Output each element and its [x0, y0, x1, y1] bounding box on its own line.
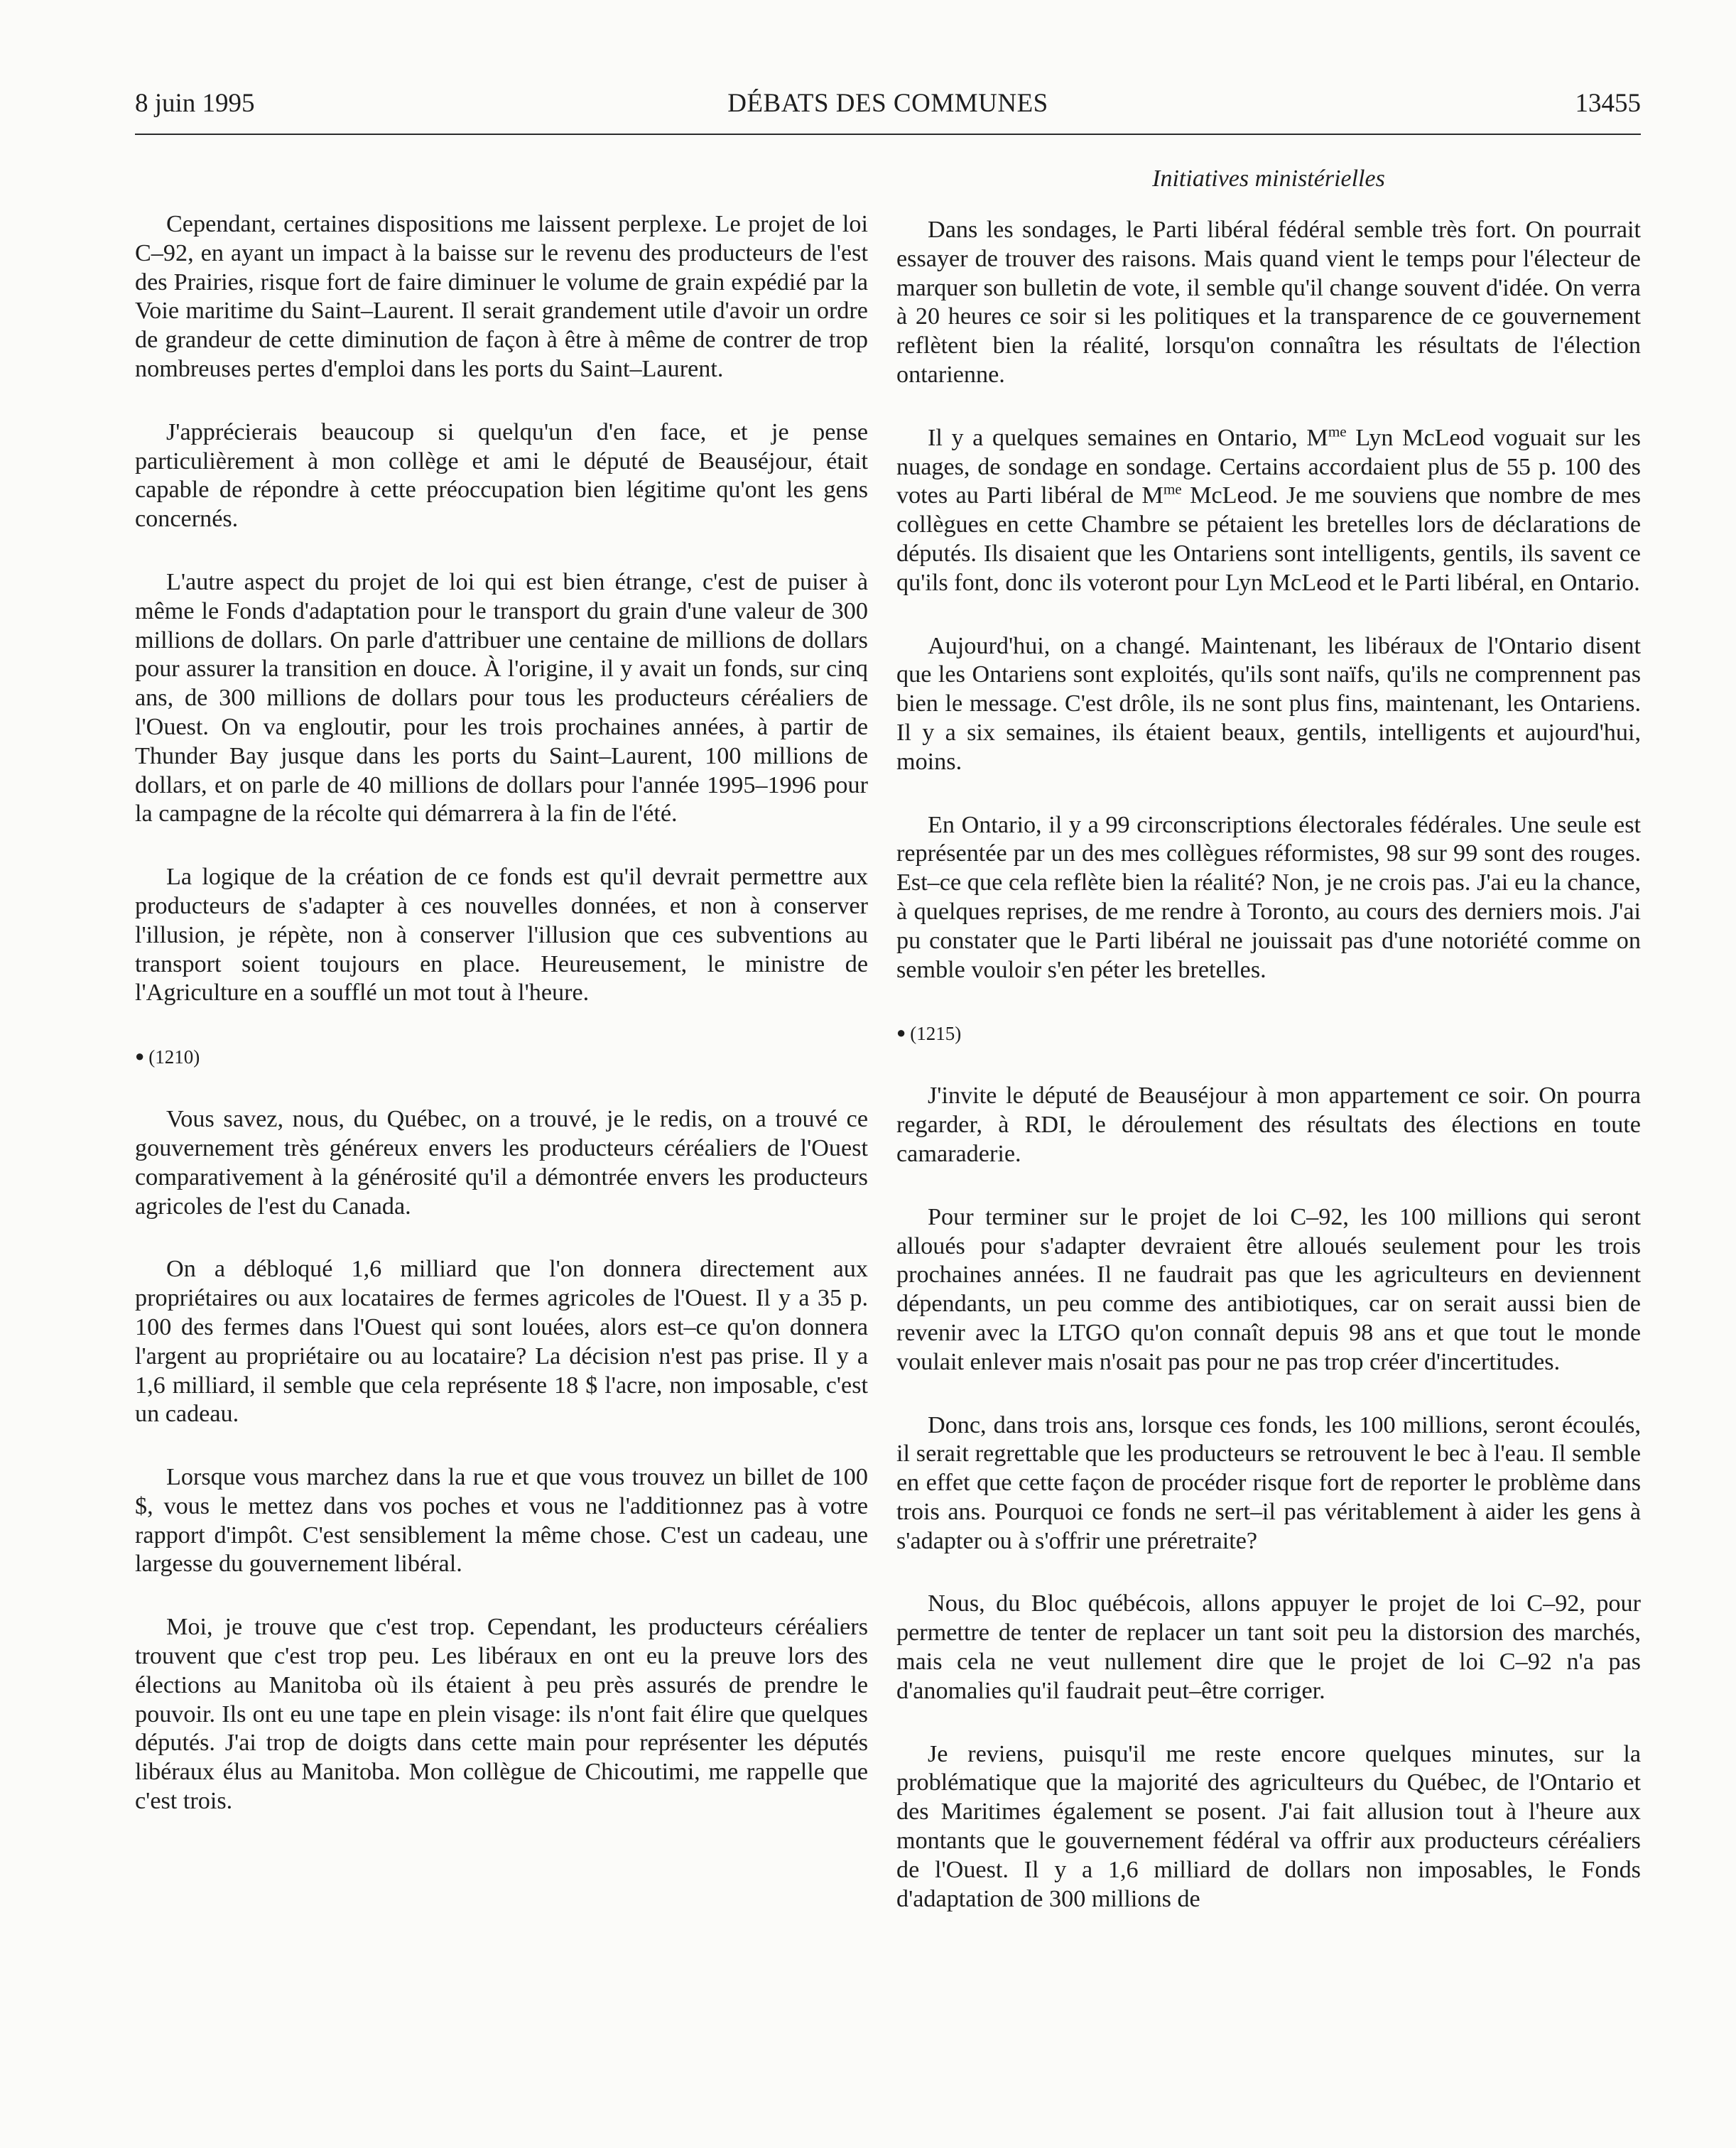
paragraph: Pour terminer sur le projet de loi C–92, les 100 millions qui seront alloués pour s'adapter devraient être alloués seulement pour les trois prochaines années. Il ne faudrait pas que les agriculteurs en deviennent dépendants, un peu comme des antibiotiques, car on serait aussi bien de revenir avec la LTGO qu'on connaît depuis 98 ans et que tout le monde voulait enlever mais n'osait pas pour ne pas trop créer d'incertitudes. — [896, 1203, 1641, 1375]
paragraph — [896, 424, 1641, 598]
paragraph: En Ontario, il y a 99 circonscriptions électorales fédérales. Une seule est représentée par un des mes collègues réformistes, 98 sur 99 sont des rouges. Est–ce que cela reflète bien la réalité? Non, je ne crois pas. J'ai eu la chance, à quelques reprises, de me rendre à Toronto, au cours des derniers mois. J'ai pu constater que le Parti libéral ne jouissait pas d'une notoriété comme on semble vouloir s'en péter les bretelles. — [896, 811, 1641, 983]
paragraph: Donc, dans trois ans, lorsque ces fonds, les 100 millions, seront écoulés, il serait regrettable que les producteurs se retrouvent le bec à l'eau. Il semble en effet que cette façon de procéder risque fort de reporter le problème dans trois ans. Pourquoi ce fonds ne sert–il pas véritablement à aider les gens à s'adapter ou à s'offrir une préretraite? — [896, 1411, 1641, 1554]
paragraph: Aujourd'hui, on a changé. Maintenant, les libéraux de l'Ontario disent que les Ontariens sont exploités, qu'ils sont naïfs, qu'ils ne comprennent pas bien le message. C'est drôle, ils ne sont plus fins, maintenant, les Ontariens. Il y a six semaines, ils étaient beaux, gentils, intelligents et aujourd'hui, moins. — [896, 632, 1641, 775]
paragraph: Vous savez, nous, du Québec, on a trouvé, je le redis, on a trouvé ce gouvernement très généreux envers les producteurs céréaliers de l'Ouest comparativement à la générosité qu'il a démontrée envers les producteurs agricoles de l'est du Canada. — [135, 1106, 868, 1220]
left-column — [135, 210, 868, 1816]
paragraph: Je reviens, puisqu'il me reste encore quelques minutes, sur la problématique que la majorité des agriculteurs du Québec, de l'Ontario et des Maritimes également se posent. J'ai fait allusion tout à l'heure aux montants que le gouvernement fédéral va offrir aux producteurs céréaliers de l'Ouest. Il y a 1,6 milliard de dollars non imposables, le Fonds d'adaptation de 300 millions de — [896, 1740, 1641, 1912]
time-marker — [896, 1019, 1641, 1048]
paragraph: Moi, je trouve que c'est trop. Cependant, les producteurs céréaliers trouvent que c'est trop peu. Les libéraux en ont eu la preuve lors des élections au Manitoba où ils étaient à peu près assurés de prendre le pouvoir. Ils ont eu une tape en plein visage: ils n'ont fait élire que quelques députés. J'ai trop de doigts dans cette main pour représenter les députés libéraux élus au Manitoba. Mon collègue de Chicoutimi, me rappelle que c'est trois. — [135, 1614, 868, 1815]
time-stamp: (1215) — [910, 1023, 962, 1045]
time-stamp: (1210) — [148, 1046, 200, 1068]
paragraph-text: Il y a quelques semaines en Ontario, M — [928, 424, 1328, 451]
paragraph: On a débloqué 1,6 milliard que l'on donnera directement aux propriétaires ou aux locataires de fermes agricoles de l'Ouest. Il y a 35 p. 100 des fermes dans l'Ouest qui sont louées, alors est–ce qu'on donnera l'argent au propriétaire ou au locataire? La décision n'est pas prise. Il y a 1,6 milliard, il semble que cela représente 18 $ l'acre, non imposable, c'est un cadeau. — [135, 1256, 868, 1428]
superscript-mme: me — [1163, 480, 1182, 498]
time-marker — [135, 1042, 868, 1071]
section-heading: Initiatives ministérielles — [1152, 166, 1385, 192]
header-page-number: 13455 — [1575, 89, 1641, 118]
paragraph: Dans les sondages, le Parti libéral fédéral semble très fort. On pourrait essayer de trouver des raisons. Mais quand vient le temps pour l'électeur de marquer son bulletin de vote, il semble qu'il change souvent d'idée. On verra à 20 heures ce soir si les politiques et la transparence de ce gouvernement reflètent bien la réalité, lorsqu'on connaîtra les résultats de l'élection ontarienne. — [896, 217, 1641, 388]
paragraph-text: McLeod. Je me souviens que nombre de mes collègues en cette Chambre se pétaient les bretelles lors de déclarations de députés. Ils disaient que les Ontariens sont intelligents, gentils, ils savent ce qu'ils font, donc ils voteront pour Lyn McLeod et le Parti libéral, en Ontario. — [896, 482, 1641, 596]
superscript-mme: me — [1328, 423, 1347, 440]
bullet-icon: ● — [896, 1024, 906, 1042]
header-date: 8 juin 1995 — [135, 89, 255, 118]
right-column — [896, 216, 1641, 1914]
header-rule — [135, 134, 1641, 135]
paragraph: Lorsque vous marchez dans la rue et que vous trouvez un billet de 100 $, vous le mettez dans vos poches et vous ne l'additionnez pas à votre rapport d'impôt. C'est sensiblement la même chose. C'est un cadeau, une largesse du gouvernement libéral. — [135, 1464, 868, 1578]
page-header — [135, 84, 1641, 124]
paragraph: L'autre aspect du projet de loi qui est bien étrange, c'est de puiser à même le Fonds d'adaptation pour le transport du grain d'une valeur de 300 millions de dollars. On parle d'attribuer une centaine de millions de dollars pour assurer la transition en douce. À l'origine, il y avait un fonds, sur cinq ans, de 300 millions de dollars pour tous les producteurs céréaliers de l'Ouest. On va engloutir, pour les trois prochaines années, à partir de Thunder Bay jusque dans les ports du Saint–Laurent, 100 millions de dollars, et on parle de 40 millions de dollars pour l'année 1995–1996 pour la campagne de la récolte qui démarrera à la fin de l'été. — [135, 568, 868, 828]
paragraph: J'invite le député de Beauséjour à mon appartement ce soir. On pourra regarder, à RDI, le déroulement des résultats des élections en toute camaraderie. — [896, 1083, 1641, 1167]
paragraph: Cependant, certaines dispositions me laissent perplexe. Le projet de loi C–92, en ayant un impact à la baisse sur le revenu des producteurs de l'est des Prairies, risque fort de faire diminuer le volume de grain expédié par la Voie maritime du Saint–Laurent. Il serait grandement utile d'avoir un ordre de grandeur de cette diminution de façon à être à même de contrer de trop nombreuses pertes d'emploi dans les ports du Saint–Laurent. — [135, 211, 868, 382]
paragraph-text: Lyn McLeod voguait sur les nuages, de sondage en sondage. Certains accordaient plus de 55 p. 100 des votes au Parti libéral de M — [896, 424, 1641, 509]
bullet-icon: ● — [135, 1047, 145, 1065]
header-title: DÉBATS DES COMMUNES — [727, 89, 1048, 118]
paragraph: La logique de la création de ce fonds est qu'il devrait permettre aux producteurs de s'adapter à ces nouvelles données, et non à conserver l'illusion, je répète, non à conserver l'illusion que ces subventions au transport soient toujours en place. Heureusement, le ministre de l'Agriculture en a soufflé un mot tout à l'heure. — [135, 864, 868, 1007]
paragraph: J'apprécierais beaucoup si quelqu'un d'en face, et je pense particulièrement à mon collège et ami le député de Beauséjour, était capable de répondre à cette préoccupation bien légitime qu'ont les gens concernés. — [135, 418, 868, 533]
paragraph: Nous, du Bloc québécois, allons appuyer le projet de loi C–92, pour permettre de tenter de replacer un tant soit peu la distorsion des marchés, mais cela ne veut nullement dire que le projet de loi C–92 n'a pas d'anomalies qu'il faudrait peut–être corriger. — [896, 1590, 1641, 1704]
